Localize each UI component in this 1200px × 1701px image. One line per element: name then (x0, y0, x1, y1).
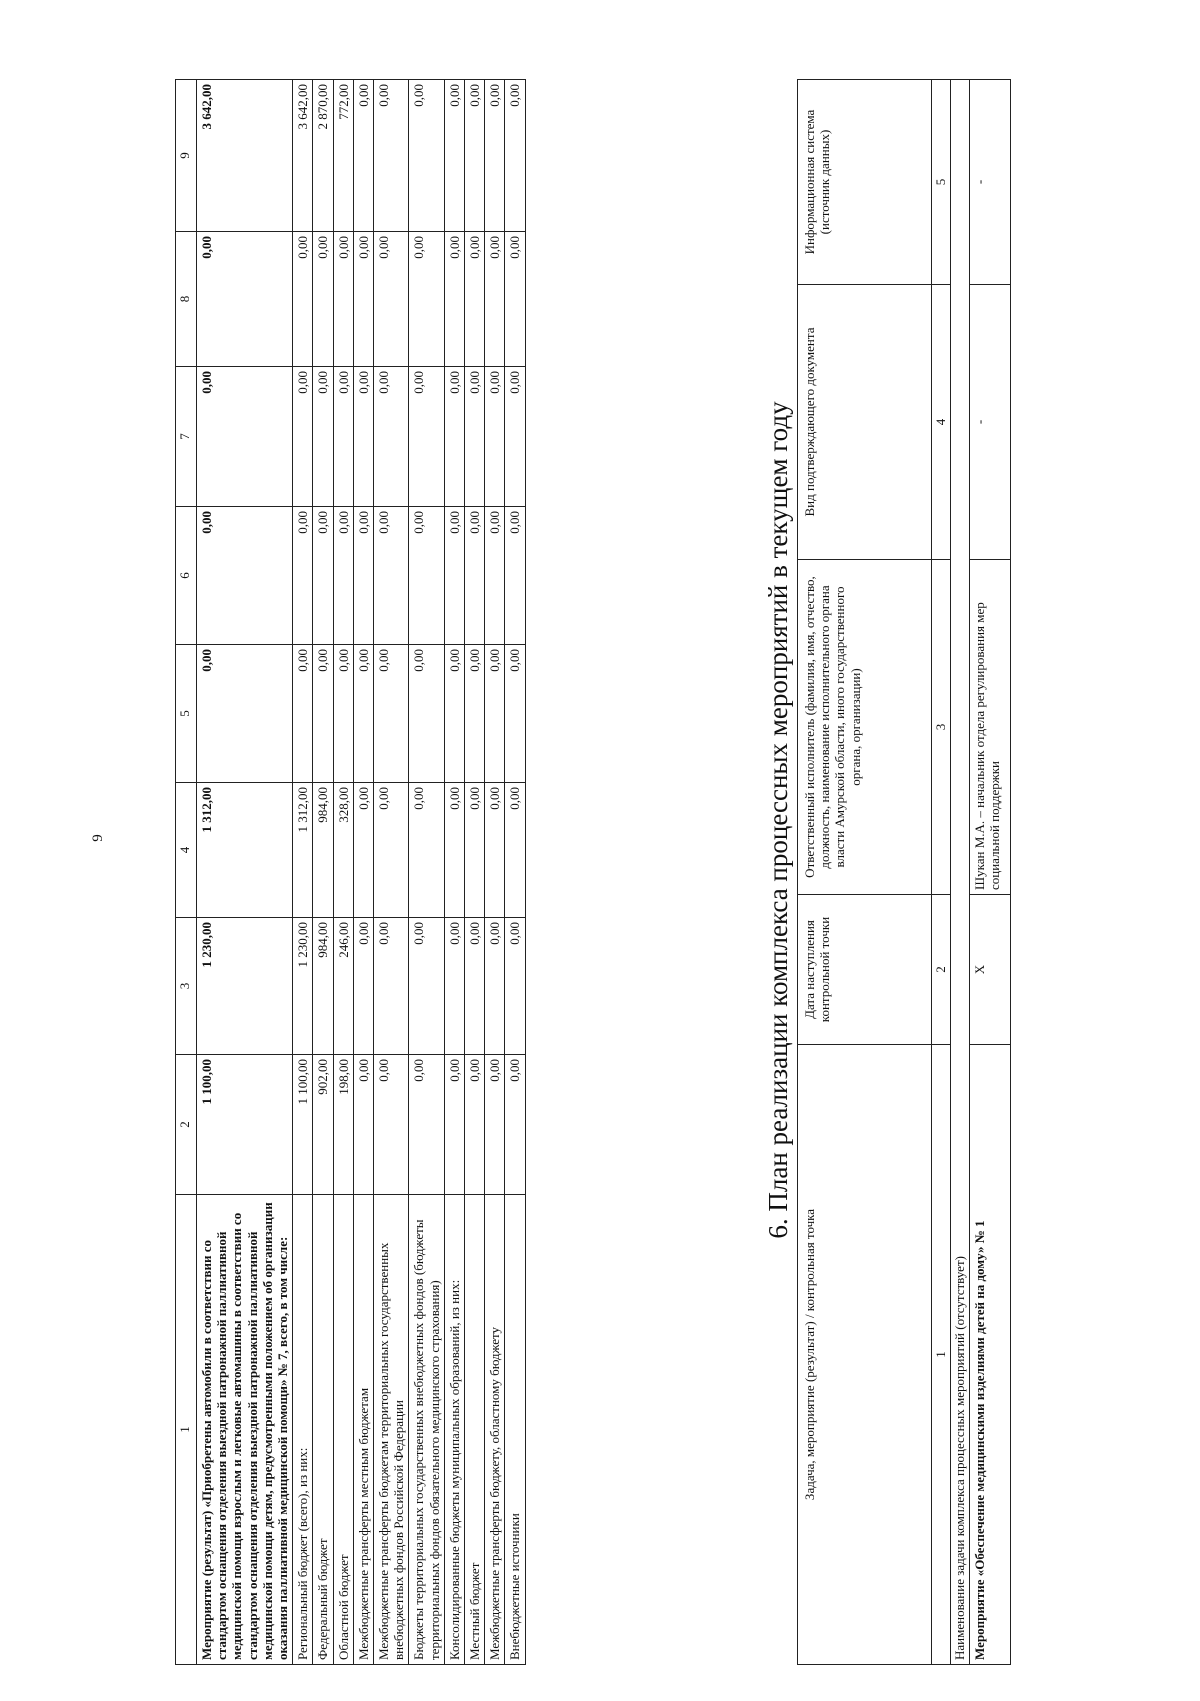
finance-cell: 0,00 (465, 645, 485, 783)
finance-row (409, 80, 444, 1665)
finance-row (465, 80, 485, 1665)
finance-row (333, 80, 353, 1665)
page-number: 9 (90, 834, 106, 842)
event-date: X (970, 895, 1011, 1045)
event-name: Мероприятие «Обеспечение медицинскими изделиями детей на дому» № 1 (970, 1045, 1011, 1665)
finance-cell: 0,00 (409, 232, 444, 367)
finance-row (444, 80, 464, 1665)
finance-cell: 1 230,00 (293, 918, 313, 1055)
finance-cell: 198,00 (333, 1055, 353, 1195)
finance-cell: 0,00 (409, 367, 444, 507)
finance-cell: 0,00 (353, 80, 373, 232)
column-number: 9 (176, 80, 197, 232)
finance-cell: 0,00 (465, 367, 485, 507)
finance-cell: 0,00 (333, 232, 353, 367)
finance-cell: 0,00 (353, 783, 373, 918)
plan-header-row (798, 80, 932, 1665)
column-number: 3 (932, 560, 951, 895)
plan-header-date: Дата наступления контрольной точки (798, 895, 932, 1045)
finance-cell: 0,00 (409, 507, 444, 645)
finance-cell: 0,00 (333, 507, 353, 645)
plan-task-row (951, 80, 970, 1665)
finance-cell: 0,00 (353, 507, 373, 645)
finance-cell: 0,00 (465, 232, 485, 367)
finance-cell: 1 100,00 (197, 1055, 293, 1195)
finance-cell: 984,00 (313, 783, 333, 918)
plan-column-numbers (932, 80, 951, 1665)
finance-cell: 0,00 (485, 783, 505, 918)
finance-row-label: Федеральный бюджет (313, 1195, 333, 1665)
finance-cell: 328,00 (333, 783, 353, 918)
column-number: 4 (932, 285, 951, 560)
finance-cell: 0,00 (485, 80, 505, 232)
column-number: 4 (176, 783, 197, 918)
column-number: 7 (176, 367, 197, 507)
finance-cell: 0,00 (444, 783, 464, 918)
finance-row-label: Консолидированные бюджеты муниципальных образований, из них: (444, 1195, 464, 1665)
finance-row-label: Региональный бюджет (всего), из них: (293, 1195, 313, 1665)
finance-cell: 0,00 (409, 918, 444, 1055)
finance-cell: 3 642,00 (293, 80, 313, 232)
finance-cell: 0,00 (505, 645, 525, 783)
finance-cell: 0,00 (444, 80, 464, 232)
plan-header-responsible: Ответственный исполнитель (фамилия, имя, отчество, должность, наименование исполнительного органа власти Амурской области, иного государственного органа, организации) (798, 560, 932, 895)
finance-cell: 2 870,00 (313, 80, 333, 232)
event-document: - (970, 285, 1011, 560)
column-number: 1 (176, 1195, 197, 1665)
plan-header-task: Задача, мероприятие (результат) / контрольная точка (798, 1045, 932, 1665)
finance-cell: 0,00 (409, 1055, 444, 1195)
finance-cell: 0,00 (353, 232, 373, 367)
finance-cell: 0,00 (409, 783, 444, 918)
finance-cell: 0,00 (374, 507, 409, 645)
finance-cell: 0,00 (374, 645, 409, 783)
finance-cell: 0,00 (333, 367, 353, 507)
finance-row-label: Межбюджетные трансферты бюджету, областному бюджету (485, 1195, 505, 1665)
finance-cell: 0,00 (293, 645, 313, 783)
finance-cell: 246,00 (333, 918, 353, 1055)
column-number: 6 (176, 507, 197, 645)
column-number: 1 (932, 1045, 951, 1665)
finance-cell: 0,00 (444, 367, 464, 507)
finance-cell: 0,00 (485, 918, 505, 1055)
finance-cell: 0,00 (465, 80, 485, 232)
finance-cell: 0,00 (313, 232, 333, 367)
finance-cell: 0,00 (293, 232, 313, 367)
finance-cell: 0,00 (465, 507, 485, 645)
finance-cell: 0,00 (505, 507, 525, 645)
finance-cell: 0,00 (197, 367, 293, 507)
finance-cell: 0,00 (409, 80, 444, 232)
finance-column-numbers (176, 80, 197, 1665)
finance-cell: 0,00 (374, 783, 409, 918)
finance-cell: 0,00 (485, 1055, 505, 1195)
finance-cell: 0,00 (374, 918, 409, 1055)
plan-header-system: Информационная система (источник данных) (798, 80, 932, 285)
finance-cell: 1 100,00 (293, 1055, 313, 1195)
task-name: Наименование задачи комплекса процессных мероприятий (отсутствует) (951, 80, 970, 1665)
finance-cell: 0,00 (505, 367, 525, 507)
finance-cell: 0,00 (353, 918, 373, 1055)
finance-cell: 0,00 (353, 1055, 373, 1195)
plan-event-row (970, 80, 1011, 1665)
finance-cell: 0,00 (444, 918, 464, 1055)
finance-cell: 0,00 (374, 367, 409, 507)
finance-cell: 984,00 (313, 918, 333, 1055)
finance-cell: 0,00 (313, 645, 333, 783)
finance-cell: 902,00 (313, 1055, 333, 1195)
finance-cell: 0,00 (485, 367, 505, 507)
finance-cell: 0,00 (444, 1055, 464, 1195)
finance-cell: 0,00 (444, 645, 464, 783)
finance-cell: 0,00 (505, 918, 525, 1055)
event-system: - (970, 80, 1011, 285)
finance-cell: 0,00 (333, 645, 353, 783)
finance-table (175, 79, 526, 1665)
finance-cell: 0,00 (353, 367, 373, 507)
finance-row-label: Областной бюджет (333, 1195, 353, 1665)
plan-table (797, 79, 1011, 1665)
finance-cell: 0,00 (409, 645, 444, 783)
finance-table-body (197, 80, 526, 1665)
finance-row-label: Внебюджетные источники (505, 1195, 525, 1665)
finance-cell: 0,00 (374, 1055, 409, 1195)
finance-cell: 0,00 (465, 783, 485, 918)
finance-row (293, 80, 313, 1665)
finance-cell: 0,00 (313, 367, 333, 507)
column-number: 5 (176, 645, 197, 783)
finance-cell: 0,00 (293, 507, 313, 645)
finance-cell: 0,00 (353, 645, 373, 783)
finance-cell: 1 230,00 (197, 918, 293, 1055)
finance-cell: 0,00 (465, 1055, 485, 1195)
finance-row (197, 80, 293, 1665)
column-number: 2 (176, 1055, 197, 1195)
column-number: 8 (176, 232, 197, 367)
column-number: 5 (932, 80, 951, 285)
finance-cell: 0,00 (505, 80, 525, 232)
finance-cell: 0,00 (465, 918, 485, 1055)
finance-row (374, 80, 409, 1665)
finance-cell: 0,00 (374, 232, 409, 367)
finance-cell: 1 312,00 (197, 783, 293, 918)
finance-cell: 0,00 (485, 507, 505, 645)
finance-row-label: Межбюджетные трансферты бюджетам территориальных государственных внебюджетных фондов Российской Федерации (374, 1195, 409, 1665)
finance-cell: 0,00 (197, 507, 293, 645)
finance-row (353, 80, 373, 1665)
finance-cell: 0,00 (197, 232, 293, 367)
rotated-page-content (175, 0, 1135, 1665)
finance-row-label: Местный бюджет (465, 1195, 485, 1665)
finance-row (505, 80, 525, 1665)
finance-row-label: Межбюджетные трансферты местным бюджетам (353, 1195, 373, 1665)
finance-row (313, 80, 333, 1665)
plan-header-document: Вид подтверждающего документа (798, 285, 932, 560)
finance-cell: 0,00 (505, 232, 525, 367)
finance-row-label: Бюджеты территориальных государственных внебюджетных фондов (бюджеты территориальных фондов обязательного медицинского страхования) (409, 1195, 444, 1665)
finance-cell: 0,00 (485, 232, 505, 367)
finance-row-label: Мероприятие (результат) «Приобретены автомобили в соответствии со стандартом оснащения отделения выездной патронажной паллиативной медицинской помощи взрослым и легковые автомашины в соответствии со стандартом оснащения отделения выездной патронажной паллиативной медицинской помощи детям, предусмотренными положением об организации оказания паллиативной медицинской помощи» № 7, всего, в том числе: (197, 1195, 293, 1665)
finance-cell: 1 312,00 (293, 783, 313, 918)
finance-cell: 0,00 (505, 1055, 525, 1195)
finance-cell: 3 642,00 (197, 80, 293, 232)
column-number: 2 (932, 895, 951, 1045)
event-responsible: Шукан М.А. – начальник отдела регулирования мер социальной поддержки (970, 560, 1011, 895)
column-number: 3 (176, 918, 197, 1055)
finance-cell: 0,00 (444, 507, 464, 645)
finance-cell: 772,00 (333, 80, 353, 232)
finance-cell: 0,00 (374, 80, 409, 232)
finance-cell: 0,00 (485, 645, 505, 783)
finance-cell: 0,00 (197, 645, 293, 783)
finance-cell: 0,00 (313, 507, 333, 645)
section-title: 6. План реализации комплекса процессных мероприятий в текущем году (763, 401, 793, 1239)
finance-row (485, 80, 505, 1665)
finance-cell: 0,00 (444, 232, 464, 367)
finance-cell: 0,00 (505, 783, 525, 918)
finance-cell: 0,00 (293, 367, 313, 507)
